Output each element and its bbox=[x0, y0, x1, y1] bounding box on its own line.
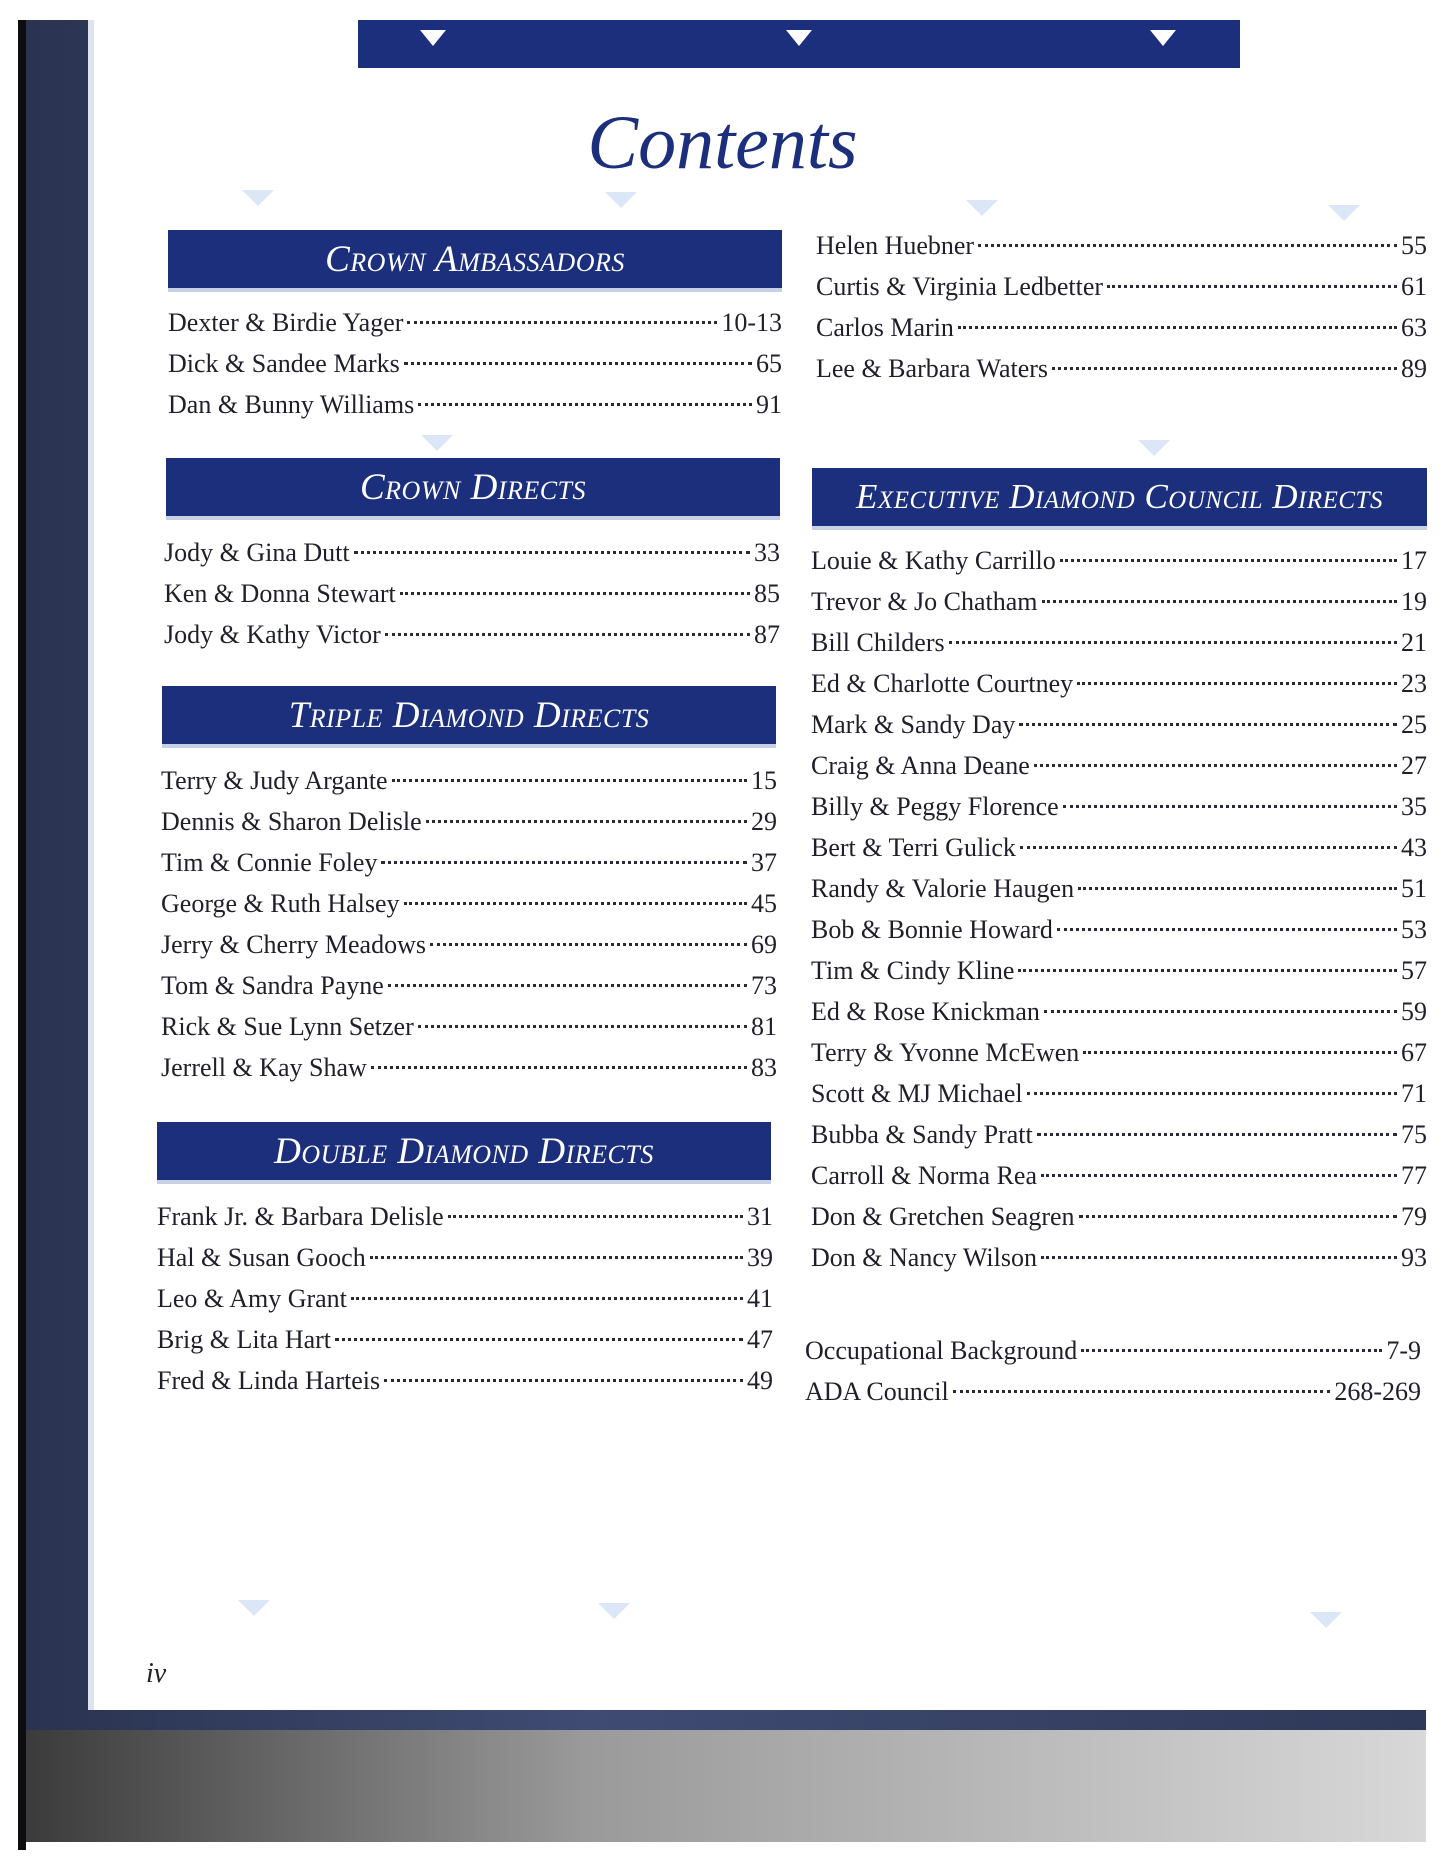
toc-entry bbox=[811, 950, 1427, 991]
toc-entry bbox=[816, 266, 1427, 307]
page-edge bbox=[88, 20, 94, 1710]
watermark-diamond-icon bbox=[242, 190, 274, 206]
entry-name: Lee & Barbara Waters bbox=[816, 354, 1049, 383]
entry-page: 89 bbox=[1401, 354, 1427, 383]
watermark-diamond-icon bbox=[238, 1600, 270, 1616]
entry-page: 35 bbox=[1401, 792, 1427, 821]
entry-name: Helen Huebner bbox=[816, 231, 975, 260]
toc-entry bbox=[811, 868, 1427, 909]
watermark-diamond-icon bbox=[605, 192, 637, 208]
toc-entry bbox=[161, 1006, 777, 1047]
entry-page: 79 bbox=[1401, 1202, 1427, 1231]
toc-list-crown-ambassadors bbox=[168, 302, 782, 425]
dot-leader bbox=[404, 902, 747, 905]
entry-name: Brig & Lita Hart bbox=[157, 1325, 332, 1354]
entry-name: George & Ruth Halsey bbox=[161, 889, 400, 918]
entry-page: 37 bbox=[751, 848, 777, 877]
toc-entry bbox=[157, 1360, 773, 1401]
toc-entry bbox=[157, 1319, 773, 1360]
dot-leader bbox=[1034, 764, 1397, 767]
entry-page: 93 bbox=[1401, 1243, 1427, 1272]
dot-leader bbox=[1037, 1133, 1397, 1136]
section-heading-crown-directs: Crown Directs bbox=[166, 458, 780, 516]
dot-leader bbox=[426, 820, 747, 823]
entry-page: 87 bbox=[754, 620, 780, 649]
entry-name: Carlos Marin bbox=[816, 313, 954, 342]
entry-page: 41 bbox=[747, 1284, 773, 1313]
toc-entry bbox=[816, 307, 1427, 348]
dot-leader bbox=[351, 1297, 743, 1300]
toc-entry bbox=[811, 622, 1427, 663]
entry-page: 33 bbox=[754, 538, 780, 567]
section-heading-double-diamond-directs: Double Diamond Directs bbox=[157, 1122, 771, 1180]
entry-page: 63 bbox=[1401, 313, 1427, 342]
dot-leader bbox=[1083, 1051, 1397, 1054]
entry-page: 23 bbox=[1401, 669, 1427, 698]
dot-leader bbox=[392, 779, 747, 782]
entry-name: Tim & Connie Foley bbox=[161, 848, 378, 877]
toc-entry bbox=[164, 573, 780, 614]
watermark-diamond-icon bbox=[1138, 440, 1170, 456]
dot-leader bbox=[978, 244, 1397, 247]
section-heading-executive-diamond-council-directs: Executive Diamond Council Directs bbox=[812, 468, 1427, 526]
entry-name: Craig & Anna Deane bbox=[811, 751, 1030, 780]
watermark-diamond-icon bbox=[598, 1603, 630, 1619]
dot-leader bbox=[1044, 1010, 1397, 1013]
toc-entry bbox=[161, 965, 777, 1006]
entry-name: Rick & Sue Lynn Setzer bbox=[161, 1012, 414, 1041]
dot-leader bbox=[1042, 600, 1397, 603]
dot-leader bbox=[1081, 1349, 1382, 1352]
dot-leader bbox=[371, 1066, 747, 1069]
toc-entry bbox=[811, 909, 1427, 950]
entry-name: Jody & Kathy Victor bbox=[164, 620, 381, 649]
entry-name: Randy & Valorie Haugen bbox=[811, 874, 1075, 903]
entry-name: Jody & Gina Dutt bbox=[164, 538, 350, 567]
entry-name: ADA Council bbox=[805, 1377, 949, 1406]
entry-name: Hal & Susan Gooch bbox=[157, 1243, 366, 1272]
toc-entry bbox=[161, 1047, 777, 1088]
entry-name: Tim & Cindy Kline bbox=[811, 956, 1015, 985]
dot-leader bbox=[1041, 1256, 1397, 1259]
entry-name: Dexter & Birdie Yager bbox=[168, 308, 404, 337]
dot-leader bbox=[430, 943, 747, 946]
entry-page: 83 bbox=[751, 1053, 777, 1082]
toc-entry bbox=[164, 614, 780, 655]
toc-entry bbox=[811, 704, 1427, 745]
dot-leader bbox=[1057, 928, 1397, 931]
section-heading-crown-ambassadors: Crown Ambassadors bbox=[168, 230, 782, 288]
dot-leader bbox=[370, 1256, 743, 1259]
entry-name: Jerry & Cherry Meadows bbox=[161, 930, 426, 959]
entry-page: 57 bbox=[1401, 956, 1427, 985]
entry-name: Don & Gretchen Seagren bbox=[811, 1202, 1075, 1231]
scan-edge bbox=[18, 20, 26, 1850]
toc-entry bbox=[805, 1330, 1421, 1371]
entry-page: 53 bbox=[1401, 915, 1427, 944]
entry-page: 51 bbox=[1401, 874, 1427, 903]
toc-entry bbox=[161, 883, 777, 924]
toc-list-appendix bbox=[805, 1330, 1421, 1412]
toc-entry bbox=[157, 1278, 773, 1319]
toc-entry bbox=[811, 1155, 1427, 1196]
entry-page: 25 bbox=[1401, 710, 1427, 739]
toc-entry bbox=[811, 786, 1427, 827]
entry-name: Terry & Judy Argante bbox=[161, 766, 388, 795]
entry-page: 81 bbox=[751, 1012, 777, 1041]
entry-page: 43 bbox=[1401, 833, 1427, 862]
entry-page: 19 bbox=[1401, 587, 1427, 616]
entry-page: 10-13 bbox=[721, 308, 782, 337]
entry-name: Occupational Background bbox=[805, 1336, 1078, 1365]
entry-name: Billy & Peggy Florence bbox=[811, 792, 1059, 821]
dot-leader bbox=[404, 362, 752, 365]
dot-leader bbox=[1060, 559, 1397, 562]
entry-name: Bob & Bonnie Howard bbox=[811, 915, 1053, 944]
dot-leader bbox=[418, 1025, 747, 1028]
page-title: Contents bbox=[587, 101, 858, 185]
toc-entry bbox=[157, 1196, 773, 1237]
entry-page: 73 bbox=[751, 971, 777, 1000]
toc-entry bbox=[161, 842, 777, 883]
toc-entry bbox=[805, 1371, 1421, 1412]
entry-name: Leo & Amy Grant bbox=[157, 1284, 347, 1313]
page-number: iv bbox=[146, 1658, 167, 1689]
toc-entry bbox=[811, 827, 1427, 868]
entry-name: Ken & Donna Stewart bbox=[164, 579, 396, 608]
dot-leader bbox=[1078, 887, 1397, 890]
diamond-icon bbox=[420, 30, 446, 46]
toc-list-crown-directs bbox=[164, 532, 780, 655]
dot-leader bbox=[354, 551, 750, 554]
toc-entry bbox=[816, 225, 1427, 266]
watermark-diamond-icon bbox=[421, 435, 453, 451]
scan-background bbox=[26, 1730, 1426, 1842]
entry-page: 29 bbox=[751, 807, 777, 836]
entry-page: 91 bbox=[756, 390, 782, 419]
entry-page: 69 bbox=[751, 930, 777, 959]
toc-list-executive-diamond-council-directs bbox=[811, 540, 1427, 1278]
decorative-header-band bbox=[358, 20, 1240, 68]
toc-entry bbox=[168, 384, 782, 425]
entry-name: Jerrell & Kay Shaw bbox=[161, 1053, 367, 1082]
entry-page: 39 bbox=[747, 1243, 773, 1272]
toc-entry bbox=[161, 801, 777, 842]
entry-name: Fred & Linda Harteis bbox=[157, 1366, 381, 1395]
entry-page: 27 bbox=[1401, 751, 1427, 780]
dot-leader bbox=[381, 861, 747, 864]
toc-list-double-diamond-directs bbox=[157, 1196, 773, 1401]
dot-leader bbox=[335, 1338, 743, 1341]
dot-leader bbox=[1020, 846, 1397, 849]
entry-page: 49 bbox=[747, 1366, 773, 1395]
entry-name: Tom & Sandra Payne bbox=[161, 971, 384, 1000]
entry-name: Ed & Rose Knickman bbox=[811, 997, 1040, 1026]
entry-page: 85 bbox=[754, 579, 780, 608]
dot-leader bbox=[400, 592, 750, 595]
entry-name: Dick & Sandee Marks bbox=[168, 349, 400, 378]
entry-name: Don & Nancy Wilson bbox=[811, 1243, 1037, 1272]
entry-name: Terry & Yvonne McEwen bbox=[811, 1038, 1080, 1067]
entry-page: 31 bbox=[747, 1202, 773, 1231]
dot-leader bbox=[958, 326, 1397, 329]
dot-leader bbox=[1019, 723, 1397, 726]
entry-page: 75 bbox=[1401, 1120, 1427, 1149]
toc-list-triple-diamond-directs bbox=[161, 760, 777, 1088]
entry-name: Trevor & Jo Chatham bbox=[811, 587, 1038, 616]
entry-page: 55 bbox=[1401, 231, 1427, 260]
toc-list-double-diamond-continued bbox=[816, 225, 1427, 389]
dot-leader bbox=[407, 321, 717, 324]
dot-leader bbox=[448, 1215, 743, 1218]
toc-entry bbox=[161, 760, 777, 801]
toc-entry bbox=[811, 1114, 1427, 1155]
toc-entry bbox=[168, 302, 782, 343]
entry-name: Louie & Kathy Carrillo bbox=[811, 546, 1056, 575]
dot-leader bbox=[1063, 805, 1397, 808]
entry-page: 45 bbox=[751, 889, 777, 918]
entry-page: 61 bbox=[1401, 272, 1427, 301]
diamond-icon bbox=[1150, 30, 1176, 46]
dot-leader bbox=[384, 1379, 743, 1382]
entry-name: Curtis & Virginia Ledbetter bbox=[816, 272, 1104, 301]
entry-name: Mark & Sandy Day bbox=[811, 710, 1016, 739]
entry-name: Bill Childers bbox=[811, 628, 945, 657]
toc-entry bbox=[816, 348, 1427, 389]
entry-page: 17 bbox=[1401, 546, 1427, 575]
entry-name: Carroll & Norma Rea bbox=[811, 1161, 1037, 1190]
entry-name: Dennis & Sharon Delisle bbox=[161, 807, 422, 836]
entry-page: 71 bbox=[1401, 1079, 1427, 1108]
toc-entry bbox=[811, 1073, 1427, 1114]
dot-leader bbox=[1041, 1174, 1397, 1177]
entry-page: 268-269 bbox=[1334, 1377, 1421, 1406]
toc-entry bbox=[161, 924, 777, 965]
dot-leader bbox=[1052, 367, 1397, 370]
entry-name: Bert & Terri Gulick bbox=[811, 833, 1016, 862]
toc-entry bbox=[164, 532, 780, 573]
entry-name: Frank Jr. & Barbara Delisle bbox=[157, 1202, 444, 1231]
dot-leader bbox=[1107, 285, 1397, 288]
entry-name: Ed & Charlotte Courtney bbox=[811, 669, 1074, 698]
watermark-diamond-icon bbox=[966, 200, 998, 216]
dot-leader bbox=[1077, 682, 1397, 685]
toc-entry bbox=[168, 343, 782, 384]
toc-entry bbox=[811, 663, 1427, 704]
toc-entry bbox=[811, 745, 1427, 786]
dot-leader bbox=[949, 641, 1397, 644]
watermark-diamond-icon bbox=[1328, 205, 1360, 221]
dot-leader bbox=[385, 633, 750, 636]
section-heading-triple-diamond-directs: Triple Diamond Directs bbox=[162, 686, 776, 744]
dot-leader bbox=[1018, 969, 1397, 972]
entry-name: Dan & Bunny Williams bbox=[168, 390, 415, 419]
toc-entry bbox=[811, 1196, 1427, 1237]
dot-leader bbox=[1027, 1092, 1397, 1095]
entry-page: 47 bbox=[747, 1325, 773, 1354]
toc-entry bbox=[811, 1032, 1427, 1073]
diamond-icon bbox=[786, 30, 812, 46]
toc-entry bbox=[811, 581, 1427, 622]
entry-page: 7-9 bbox=[1386, 1336, 1421, 1365]
entry-page: 21 bbox=[1401, 628, 1427, 657]
entry-page: 59 bbox=[1401, 997, 1427, 1026]
toc-entry bbox=[811, 540, 1427, 581]
toc-entry bbox=[157, 1237, 773, 1278]
dot-leader bbox=[1079, 1215, 1397, 1218]
dot-leader bbox=[418, 403, 752, 406]
entry-page: 15 bbox=[751, 766, 777, 795]
entry-page: 77 bbox=[1401, 1161, 1427, 1190]
toc-entry bbox=[811, 1237, 1427, 1278]
watermark-diamond-icon bbox=[1310, 1612, 1342, 1628]
dot-leader bbox=[388, 984, 747, 987]
dot-leader bbox=[953, 1390, 1331, 1393]
entry-name: Scott & MJ Michael bbox=[811, 1079, 1023, 1108]
entry-page: 67 bbox=[1401, 1038, 1427, 1067]
toc-entry bbox=[811, 991, 1427, 1032]
entry-name: Bubba & Sandy Pratt bbox=[811, 1120, 1033, 1149]
entry-page: 65 bbox=[756, 349, 782, 378]
